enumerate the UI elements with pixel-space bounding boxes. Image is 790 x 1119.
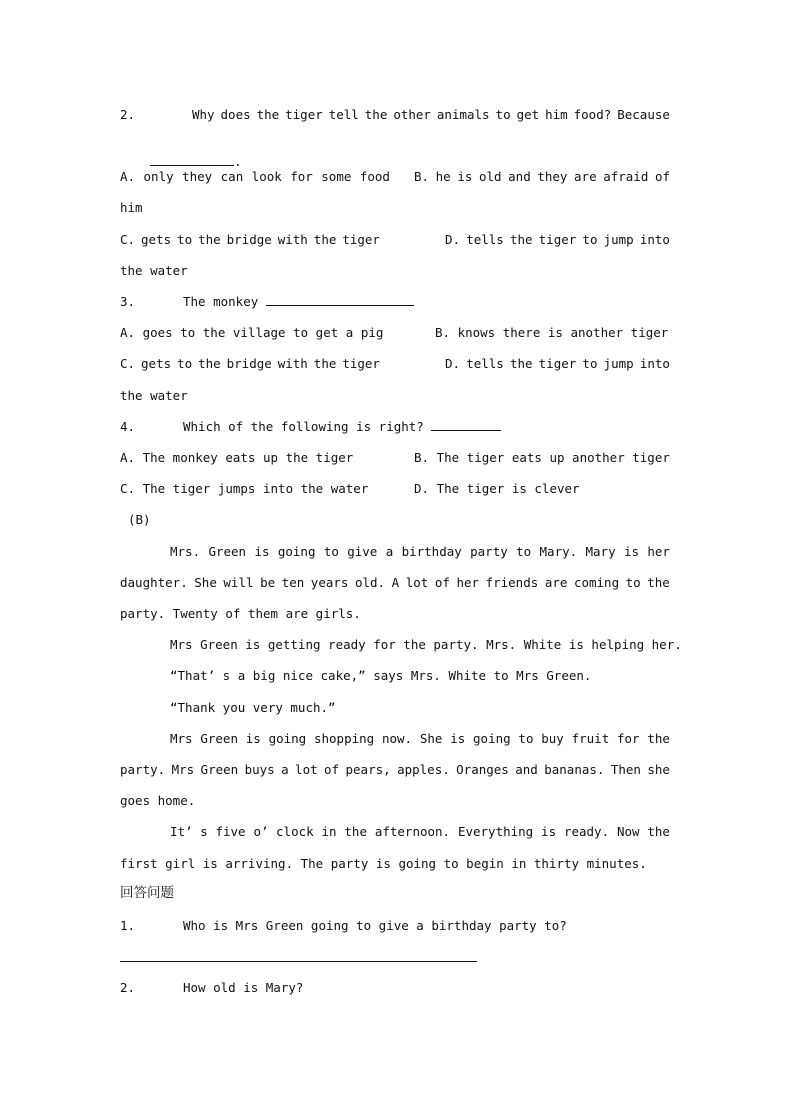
word: the (198, 232, 221, 247)
word: and (508, 169, 531, 184)
passage-line (170, 544, 670, 560)
word: coming (573, 575, 620, 590)
word: party (470, 544, 508, 559)
word: afternoon. (374, 824, 451, 839)
word: are (544, 575, 568, 590)
word: D. (445, 232, 461, 247)
word: years (310, 575, 349, 590)
word: party. (120, 762, 166, 777)
word: to (518, 731, 534, 746)
word: Mary (585, 544, 616, 559)
word: old (478, 169, 502, 184)
word: old. (354, 575, 386, 590)
word: to (582, 356, 598, 371)
word: for (290, 169, 313, 184)
word: the (364, 107, 388, 122)
word: tiger (342, 356, 380, 371)
answer-line[interactable] (120, 961, 477, 962)
passage-line: Mrs Green is getting ready for the party. Mrs. White is helping her. (170, 637, 682, 652)
word: gets (141, 356, 172, 371)
option-d: D. The tiger is clever (414, 481, 580, 496)
option-a: A. goes to the village to get a pig (120, 325, 384, 340)
word: the (647, 824, 670, 839)
question-2-text (192, 107, 670, 123)
word: tiger (342, 232, 380, 247)
word: tiger (538, 232, 577, 247)
word: is (245, 731, 261, 746)
passage-line: “That’ s a big nice cake,” says Mrs. White to Mrs Green. (170, 668, 592, 683)
passage-line: goes home. (120, 793, 196, 808)
word: Why (192, 107, 215, 122)
word: Mary. (539, 544, 578, 559)
word: some (321, 169, 352, 184)
word: the (344, 824, 367, 839)
word: bridge (226, 356, 272, 371)
word: shopping (313, 731, 375, 746)
option-c (120, 232, 380, 248)
word: are (574, 169, 597, 184)
word: afraid (603, 169, 649, 184)
word: other (393, 107, 431, 122)
answer-blank[interactable] (150, 165, 234, 166)
word: bananas. (544, 762, 605, 777)
word: jump (603, 232, 634, 247)
word: going (277, 544, 316, 559)
word: five (215, 824, 246, 839)
word: to (177, 356, 193, 371)
word: Now (616, 824, 640, 839)
option-d (445, 356, 670, 372)
word: a (281, 762, 289, 777)
word: jump (603, 356, 634, 371)
option-c: C. The tiger jumps into the water (120, 481, 369, 496)
word: Green (208, 544, 247, 559)
word: lot (405, 575, 429, 590)
word: It’ s (170, 824, 208, 839)
passage-line (170, 824, 670, 840)
option-b: B. knows there is another tiger (435, 325, 669, 340)
word: buys (244, 762, 275, 777)
word: animals (436, 107, 490, 122)
word: to (625, 575, 641, 590)
word: only (143, 169, 174, 184)
word: is (457, 169, 473, 184)
word: Green (200, 731, 238, 746)
word: the (509, 356, 533, 371)
word: is (450, 731, 466, 746)
word: food (359, 169, 390, 184)
word: tells (466, 232, 504, 247)
section-b-label: (B) (128, 512, 151, 527)
word: the (647, 731, 670, 746)
word: with (277, 232, 308, 247)
word: she (647, 762, 670, 777)
word: buy (541, 731, 564, 746)
answer-question-2-number: 2. (120, 980, 136, 995)
question-2-blank-line: . (120, 138, 242, 186)
word: bridge (226, 232, 272, 247)
word: the (647, 575, 670, 590)
word: give (347, 544, 378, 559)
word: birthday (401, 544, 462, 559)
word: tiger (285, 107, 323, 122)
option-b (414, 169, 670, 185)
word: of (434, 575, 450, 590)
word: is (254, 544, 270, 559)
word: tell (328, 107, 359, 122)
word: get (516, 107, 540, 122)
option-b: B. The tiger eats up another tiger (414, 450, 670, 465)
word: the (313, 356, 337, 371)
word: will (223, 575, 254, 590)
word: of (324, 762, 340, 777)
word: to (495, 107, 511, 122)
word: into (639, 356, 670, 371)
passage-line (120, 762, 670, 778)
word: Mrs. (170, 544, 201, 559)
question-4-number: 4. (120, 419, 136, 434)
word: can (220, 169, 244, 184)
word: food? (573, 107, 612, 122)
word: ready. (563, 824, 610, 839)
answer-blank[interactable] (431, 430, 501, 431)
word: going (268, 731, 307, 746)
word: o’ clock (253, 824, 314, 839)
word: tells (466, 356, 504, 371)
word: the (509, 232, 533, 247)
passage-line: “Thank you very much.” (170, 700, 336, 715)
word: the (256, 107, 280, 122)
word: with (277, 356, 308, 371)
word: Then (610, 762, 641, 777)
word: is (623, 544, 640, 559)
word: now. (381, 731, 413, 746)
word: gets (141, 232, 172, 247)
word: to (582, 232, 598, 247)
answer-question-2-text: How old is Mary? (183, 980, 304, 995)
word: pears, (345, 762, 391, 777)
word: tiger (538, 356, 577, 371)
answer-blank[interactable] (266, 305, 414, 306)
question-3-number: 3. (120, 294, 136, 309)
word: for (617, 731, 640, 746)
word: She (194, 575, 217, 590)
word: lot (295, 762, 318, 777)
word: Oranges (456, 762, 509, 777)
word: C. (120, 232, 136, 247)
passage-line: party. Twenty of them are girls. (120, 606, 361, 621)
passage-line (170, 731, 670, 747)
option-a: A. The monkey eats up the tiger (120, 450, 354, 465)
word: him (545, 107, 568, 122)
question-4-text: Which of the following is right? (183, 419, 501, 435)
word: into (639, 232, 670, 247)
word: Because (617, 107, 670, 122)
word: her (647, 544, 670, 559)
option-d-continued: the water (120, 263, 188, 278)
word: is (541, 824, 557, 839)
word: apples. (397, 762, 450, 777)
answer-question-1-text: Who is Mrs Green going to give a birthday party to? (183, 918, 567, 933)
option-a (120, 169, 390, 185)
word: Mrs (171, 762, 195, 777)
word: does (220, 107, 251, 122)
word: in (321, 824, 337, 839)
question-2-number: 2. (120, 107, 136, 122)
word: Everything (457, 824, 534, 839)
answer-section-heading: 回答问题 (120, 885, 174, 901)
option-c (120, 356, 380, 372)
word: the (313, 232, 337, 247)
word: She (419, 731, 443, 746)
word: fruit (571, 731, 610, 746)
word: of (654, 169, 670, 184)
word: going (473, 731, 511, 746)
option-d-continued: the water (120, 388, 188, 403)
word: and (515, 762, 538, 777)
word: to (323, 544, 339, 559)
word: they (182, 169, 213, 184)
word: daughter. (120, 575, 188, 590)
word: A. (120, 169, 136, 184)
word: the (198, 356, 221, 371)
word: Mrs (170, 731, 193, 746)
word: her (456, 575, 480, 590)
word: be (260, 575, 276, 590)
word: A (391, 575, 400, 590)
word: C. (120, 356, 136, 371)
word: he (435, 169, 451, 184)
word: Green (200, 762, 239, 777)
word: a (385, 544, 394, 559)
word: B. (414, 169, 430, 184)
word: to (516, 544, 532, 559)
passage-line (120, 575, 670, 591)
option-b-continued: him (120, 200, 143, 215)
word: D. (445, 356, 461, 371)
word: ten (281, 575, 305, 590)
passage-line: first girl is arriving. The party is going to begin in thirty minutes. (120, 856, 647, 871)
word: look (251, 169, 282, 184)
option-d (445, 232, 670, 248)
word: friends (485, 575, 539, 590)
word: they (537, 169, 568, 184)
question-3-text: The monkey (183, 294, 414, 310)
word: to (177, 232, 193, 247)
answer-question-1-number: 1. (120, 918, 136, 933)
